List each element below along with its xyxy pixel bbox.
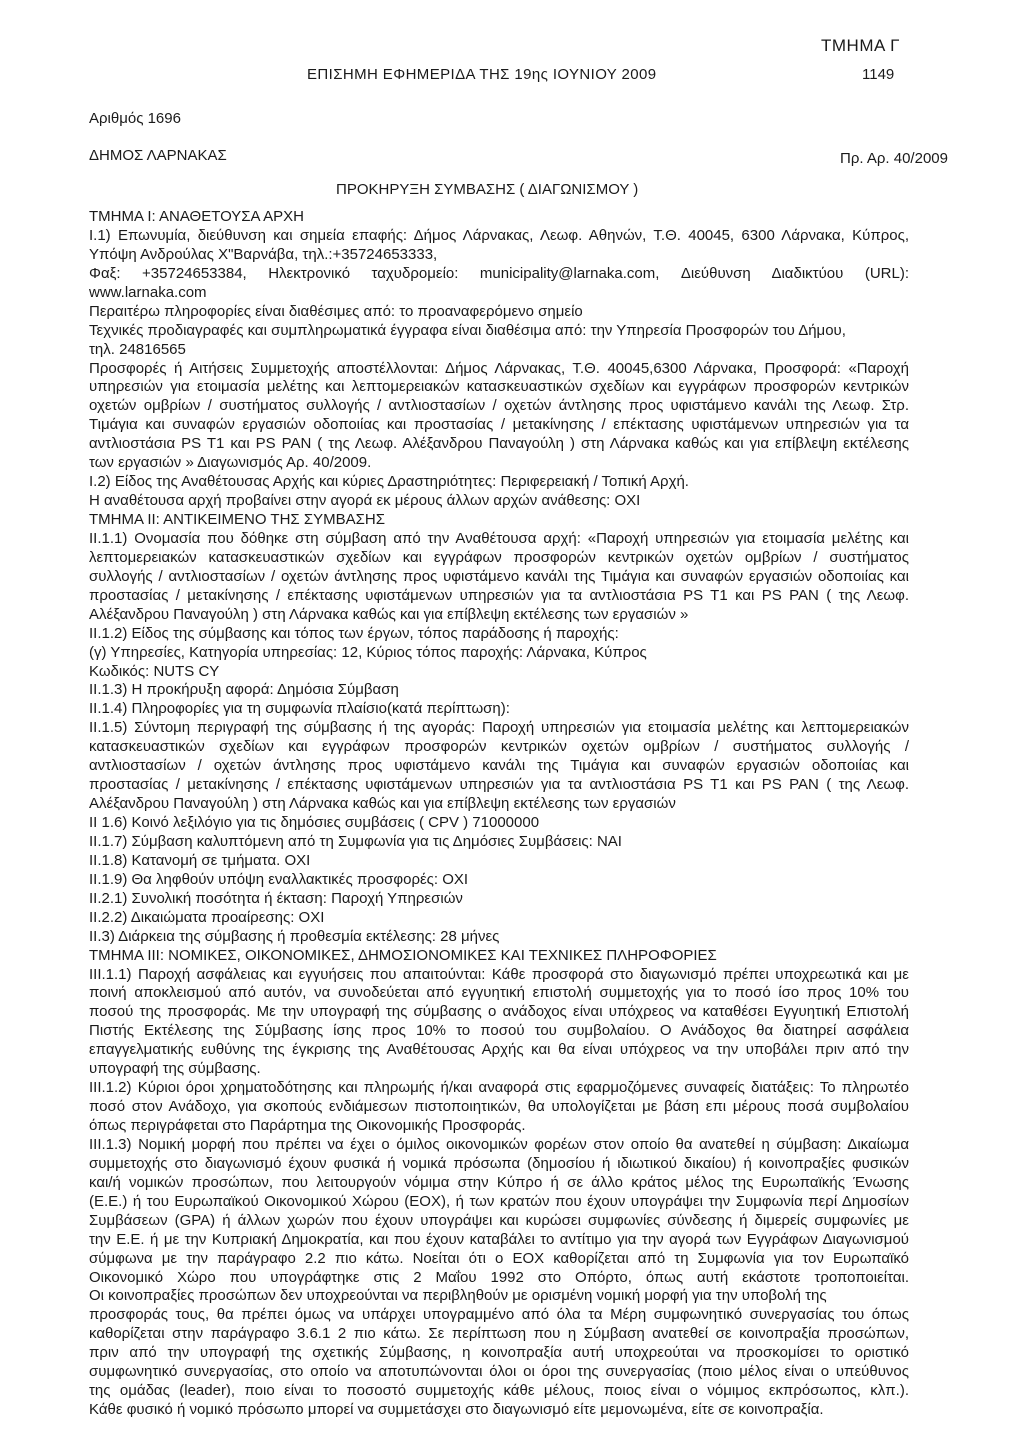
body-line: αντλιοστάσια PS T1 και PS PAN ( της Λεωφ. Αλέξανδρου Παναγούλη ) στη Λάρνακα καθώς και για επίβλεψη εκτέλεσης — [89, 435, 909, 453]
body-line: ΤΜΗΜΑ ΙΙΙ: ΝΟΜΙΚΕΣ, ΟΙΚΟΝΟΜΙΚΕΣ, ΔΗΜΟΣΙΟΝΟΜΙΚΕΣ ΚΑΙ ΤΕΧΝΙΚΕΣ ΠΛΗΡΟΦΟΡΙΕΣ — [89, 946, 717, 964]
reference-number: Πρ. Αρ. 40/2009 — [840, 150, 948, 167]
body-line: Κάθε φυσικό ή νομικό πρόσωπο μπορεί να συμμετάσχει στο διαγωνισμό είτε μεμονωμένα, είτε σε κοινοπραξία. — [89, 1401, 824, 1419]
body-line: Ι.2) Είδος της Αναθέτουσας Αρχής και κύριες Δραστηριότητες: Περιφερειακή / Τοπική Αρχή. — [89, 473, 689, 491]
body-line: οχετών ομβρίων / συστήματος συλλογής / αντλιοστασίων / οχετών άντλησης προς υφιστάμενο κανάλι της Λεωφ. Στρ. — [89, 397, 909, 415]
body-line: συλλογής / αντλιοστασίων / οχετών άντλησης προς υφιστάμενο κανάλι της Τιμάγια και συναφών εργασιών οδοποιίας και — [89, 567, 909, 585]
body-line: ΙΙ.1.3) Η προκήρυξη αφορά: Δημόσια Σύμβαση — [89, 681, 399, 699]
body-line: ΙΙ.3) Διάρκεια της σύμβασης ή προθεσμία εκτέλεσης: 28 μήνες — [89, 927, 500, 945]
body-line: ποσό στον Ανάδοχο, για σκοπούς ενδιάμεσων πιστοποιητικών, θα υπολογίζεται με βάση επι μέρους ποσά συμβολαίου — [89, 1098, 909, 1116]
body-line: Πιστής Εκτέλεσης της Σύμβασης ίσης προς 10% το ποσού του συμβολαίου. Ο Ανάδοχος θα διατηρεί ασφάλεια — [89, 1022, 909, 1040]
body-line: ΙΙ.1.1) Ονομασία που δόθηκε στη σύμβαση από την Αναθέτουσα αρχή: «Παροχή υπηρεσιών για ετοιμασία μελέτης και — [89, 529, 909, 547]
body-line: προστασίας / μετακίνησης / επέκτασης υφιστάμενων υπηρεσιών για τα αντλιοστάσια PS T1 και PS PAN ( της Λεωφ. — [89, 776, 909, 794]
body-line: Υπόψη Ανδρούλας Χ"Βαρνάβα, τηλ.:+35724653333, — [89, 245, 438, 263]
body-line: ΤΜΗΜΑ ΙΙ: ΑΝΤΙΚΕΙΜΕΝΟ ΤΗΣ ΣΥΜΒΑΣΗΣ — [89, 511, 386, 528]
notice-title: ΠΡΟΚΗΡΥΞΗ ΣΥΜΒΑΣΗΣ ( ΔΙΑΓΩΝΙΣΜΟΥ ) — [336, 181, 639, 198]
issuer-name: ΔΗΜΟΣ ΛΑΡΝΑΚΑΣ — [89, 147, 227, 164]
body-line: ΙΙ.1.8) Κατανομή σε τμήματα. ΟΧΙ — [89, 851, 311, 869]
body-line: Προσφορές ή Αιτήσεις Συμμετοχής αποστέλλονται: Δήμος Λάρνακας, Τ.Θ. 40045,6300 Λάρνακα, Προσφορά: «Παροχή — [89, 359, 909, 377]
body-line: των εργασιών » Διαγωνισμός Αρ. 40/2009. — [89, 454, 372, 472]
section-tag: ΤΜΗΜΑ Γ — [821, 36, 900, 55]
body-line: Φαξ: +35724653384, Ηλεκτρονικό ταχυδρομείο: municipality@larnaka.com, Διεύθυνση Διαδικτύου (URL): — [89, 264, 909, 282]
body-line: όπως περιγράφεται στο Παράρτημα της Οικονομικής Προσφοράς. — [89, 1117, 526, 1134]
body-line: υπογραφή της σύμβασης. — [89, 1060, 261, 1078]
body-line: προσφοράς τους, θα πρέπει όμως να υπάρχει υπογραμμένο από όλα τα Μέρη συμφωνητικό συνεργασίας του όπως — [89, 1306, 909, 1324]
body-line: Συμβάσεων (GPA) ή άλλων χωρών που έχουν υπογράψει και κυρώσει συμφωνίες σύνδεσης ή διμερείς συμφωνίες με — [89, 1211, 909, 1229]
body-line: Τιμάγια και συναφών εργασιών οδοποιίας και προστασίας / μετακίνησης / επέκτασης υφιστάμενων υπηρεσιών για τα — [89, 416, 909, 434]
body-line: www.larnaka.com — [89, 283, 207, 301]
body-line: ποινή αποκλεισμού από αυτόν, να συνοδεύεται από εγγυητική επιστολή συμμετοχής για το ποσό ίσο προς 10% του — [89, 984, 909, 1002]
body-line: ΙΙ.1.4) Πληροφορίες για τη συμφωνία πλαίσιο(κατά περίπτωση): — [89, 700, 510, 718]
body-line: της ομάδας (leader), ποιο είναι το ποσοστό συμμετοχής κάθε μέλους, ποιος είναι ο νόμιμος εκπρόσωπος, κλπ.). — [89, 1382, 909, 1400]
body-line: σύμφωνα με την παράγραφο 2.2 πιο κάτω. Νοείται ότι ο ΕΟΧ καθορίζεται από τη Συμφωνία για τον Ευρωπαϊκό — [89, 1249, 909, 1267]
body-line: ΤΜΗΜΑ Ι: ΑΝΑΘΕΤΟΥΣΑ ΑΡΧΗ — [89, 208, 304, 225]
body-line: ΙΙ 1.6) Κοινό λεξιλόγιο για τις δημόσιες συμβάσεις ( CPV ) 71000000 — [89, 814, 540, 831]
body-line: ΙΙ.1.5) Σύντομη περιγραφή της σύμβασης ή της αγοράς: Παροχή υπηρεσιών για ετοιμασία μελέτης και λεπτομερειακών — [89, 719, 909, 737]
body-line: και/ή νομικών προσώπων, που λειτουργούν νόμιμα στην Κύπρο ή σε άλλο κράτος μέλος της Ευρωπαϊκής Ένωσης — [89, 1173, 909, 1191]
body-line: ΙΙΙ.1.3) Νομική μορφή που πρέπει να έχει ο όμιλος οικονομικών φορέων στον οποίο θα ανατεθεί η σύμβαση: Δικαίωμα — [89, 1135, 909, 1153]
body-line: (γ) Υπηρεσίες, Κατηγορία υπηρεσίας: 12, Κύριος τόπος παροχής: Λάρνακα, Κύπρος — [89, 643, 647, 661]
body-line: τηλ. 24816565 — [89, 340, 186, 358]
body-line: ΙΙ.1.7) Σύμβαση καλυπτόμενη από τη Συμφωνία για τις Δημόσιες Συμβάσεις: ΝΑΙ — [89, 832, 622, 850]
body-line: ΙΙΙ.1.1) Παροχή ασφάλειας και εγγυήσεις που απαιτούνται: Κάθε προσφορά στο διαγωνισμό πρέπει υποχρεωτικά και με — [89, 965, 909, 983]
body-line: Ι.1) Επωνυμία, διεύθυνση και σημεία επαφής: Δήμος Λάρνακας, Λεωφ. Αθηνών, Τ.Θ. 40045, 6300 Λάρνακα, Κύπρος, — [89, 226, 909, 244]
body-line: επαγγελματικής ευθύνης της έγκρισης της Αναθέτουσας Αρχής και θα είναι υπόχρεος να την υποβάλει πριν από την — [89, 1041, 909, 1059]
body-line: Περαιτέρω πληροφορίες είναι διαθέσιμες από: το προαναφερόμενο σημείο — [89, 302, 583, 320]
issue-number: Αριθμός 1696 — [89, 110, 181, 127]
body-line: λεπτομερειακών κατασκευαστικών σχεδίων και εγγράφων προσφορών κεντρικών οχετών ομβρίων / συστήματος — [89, 548, 909, 566]
body-line: ΙΙ.1.9) Θα ληφθούν υπόψη εναλλακτικές προσφορές: ΟΧΙ — [89, 870, 469, 888]
body-line: Οικονομικό Χώρο που υπογράφτηκε στις 2 Μαΐου 1992 στο Οπόρτο, όπως αυτή εκάστοτε τροποποιείται. — [89, 1268, 909, 1286]
body-line: καθορίζεται στην παράγραφο 3.6.1 2 πιο κάτω. Σε περίπτωση που η Σύμβαση ανατεθεί σε κοινοπραξία προσώπων, — [89, 1325, 909, 1343]
body-line: ποσού της προσφοράς. Με την υπογραφή της σύμβασης ο ανάδοχος είναι υπόχρεος να καταθέσει Εγγυητική Επιστολή — [89, 1003, 909, 1021]
body-line: Οι κοινοπραξίες προσώπων δεν υποχρεούνται να περιβληθούν με ορισμένη νομική μορφή για την υποβολή της — [89, 1287, 827, 1305]
body-line: Αλέξανδρου Παναγούλη ) στη Λάρνακα καθώς και για επίβλεψη εκτέλεσης των εργασιών » — [89, 605, 689, 623]
body-line: υπηρεσιών για ετοιμασία μελέτης και λεπτομερειακών κατασκευαστικών σχεδίων και εγγράφων προσφορών κεντρικών — [89, 378, 909, 396]
body-line: (Ε.Ε.) ή του Ευρωπαϊκού Οικονομικού Χώρου (ΕΟΧ), ή των κρατών που έχουν υπογράψει την Συμφωνία περί Δημοσίων — [89, 1192, 909, 1210]
body-line: Κωδικός: NUTS CY — [89, 662, 220, 680]
body-line: Αλέξανδρου Παναγούλη ) στη Λάρνακα καθώς και για επίβλεψη εκτέλεσης των εργασιών — [89, 795, 676, 813]
notice-body — [89, 208, 909, 1420]
body-line: την Ε.Ε. ή με την Κυπριακή Δημοκρατία, και που έχουν καταβάλει το αντίτιμο για την αγορά των Εγγράφων Διαγωνισμού — [89, 1230, 909, 1248]
body-line: ΙΙΙ.1.2) Κύριοι όροι χρηματοδότησης και πληρωμής ή/και αναφορά στις εφαρμοζόμενες συναφείς διατάξεις: Το πληρωτέο — [89, 1079, 909, 1097]
body-line: συμφωνητικό συνεργασίας, στο οποίο να αποτυπώνονται όλοι οι όροι της συνεργασίας (ποιο μέλος είναι ο υπεύθυνος — [89, 1363, 909, 1381]
body-line: Τεχνικές προδιαγραφές και συμπληρωματικά έγγραφα είναι διαθέσιμα από: την Υπηρεσία Προσφορών του Δήμου, — [89, 321, 846, 339]
body-line: πριν από την υπογραφή της σχετικής Σύμβασης, η κοινοπραξία αυτή υποχρεούται να προσκομίσει το οριστικό — [89, 1344, 909, 1362]
body-line: συμμετοχής στο διαγωνισμό έχουν φυσικά ή νομικά πρόσωπα (δημοσίου ή ιδιωτικού δικαίου) ή κοινοπραξίες φυσικών — [89, 1154, 909, 1172]
body-line: προστασίας / μετακίνησης / επέκτασης υφιστάμενων υπηρεσιών για τα αντλιοστάσια PS T1 και PS PAN ( της Λεωφ. — [89, 586, 909, 604]
body-line: Η αναθέτουσα αρχή προβαίνει στην αγορά εκ μέρους άλλων αρχών ανάθεσης: ΟΧΙ — [89, 492, 641, 510]
body-line: ΙΙ.1.2) Είδος της σύμβασης και τόπος των έργων, τόπος παράδοσης ή παροχής: — [89, 624, 619, 642]
body-line: κατασκευαστικών σχεδίων και εγγράφων προσφορών κεντρικών οχετών ομβρίων / συστήματος συλλογής / — [89, 738, 909, 756]
body-line: αντλιοστασίων / οχετών άντλησης προς υφιστάμενο κανάλι της Τιμάγια και συναφών εργασιών οδοποιίας και — [89, 757, 909, 775]
gazette-title: ΕΠΙΣΗΜΗ ΕΦΗΜΕΡΙΔΑ ΤΗΣ 19ης ΙΟΥΝΙΟΥ 2009 — [307, 66, 657, 83]
page-number: 1149 — [862, 66, 895, 83]
body-line: ΙΙ.2.1) Συνολική ποσότητα ή έκταση: Παροχή Υπηρεσιών — [89, 889, 463, 907]
body-line: ΙΙ.2.2) Δικαιώματα προαίρεσης: ΟΧΙ — [89, 908, 325, 926]
